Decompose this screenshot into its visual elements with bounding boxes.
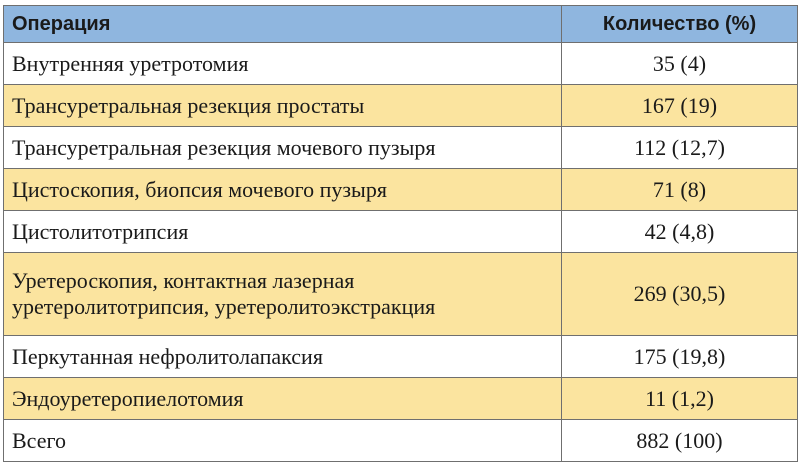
count-cell: 269 (30,5): [562, 253, 798, 336]
operations-table: [3, 5, 798, 462]
table-row: [4, 378, 798, 420]
count-cell: 42 (4,8): [562, 211, 798, 253]
count-cell: 175 (19,8): [562, 336, 798, 378]
count-cell: 112 (12,7): [562, 127, 798, 169]
header-operation: Операция: [4, 6, 562, 43]
operation-cell: Цистоскопия, биопсия мочевого пузыря: [4, 169, 562, 211]
table-row: [4, 336, 798, 378]
operation-cell: Трансуретральная резекция мочевого пузыря: [4, 127, 562, 169]
operation-cell: Трансуретральная резекция простаты: [4, 85, 562, 127]
operation-cell-line1: Уретероскопия, контактная лазерная: [12, 268, 355, 293]
table-row: [4, 43, 798, 85]
table-row: [4, 85, 798, 127]
operation-cell: Цистолитотрипсия: [4, 211, 562, 253]
table-row: [4, 253, 798, 336]
table-row: [4, 169, 798, 211]
count-cell: 167 (19): [562, 85, 798, 127]
operation-cell: Внутренняя уретротомия: [4, 43, 562, 85]
table-header-row: [4, 6, 798, 43]
table-row: [4, 127, 798, 169]
operation-cell: [4, 253, 562, 336]
count-cell: 11 (1,2): [562, 378, 798, 420]
table-row: [4, 211, 798, 253]
operation-cell: Перкутанная нефролитолапаксия: [4, 336, 562, 378]
operation-cell-line2: уретеролитотрипсия, уретеролитоэкстракция: [12, 294, 436, 319]
operation-cell-total: Всего: [4, 420, 562, 462]
operations-table-container: [3, 5, 797, 462]
header-count: Количество (%): [562, 6, 798, 43]
count-cell-total: 882 (100): [562, 420, 798, 462]
count-cell: 71 (8): [562, 169, 798, 211]
operation-cell: Эндоуретеропиелотомия: [4, 378, 562, 420]
table-row-total: [4, 420, 798, 462]
count-cell: 35 (4): [562, 43, 798, 85]
